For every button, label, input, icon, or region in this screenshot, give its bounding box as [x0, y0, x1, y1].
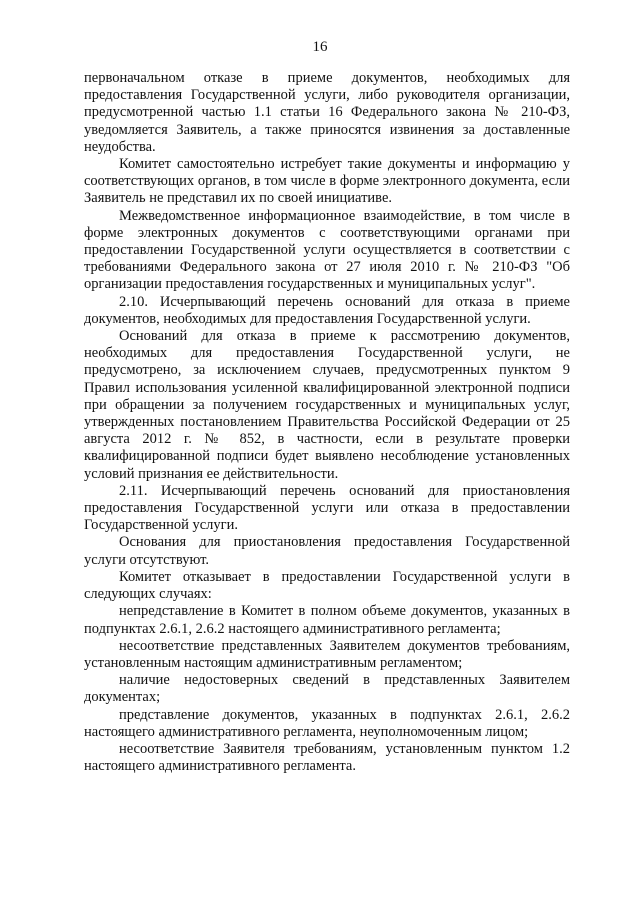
paragraph: Межведомственное информационное взаимодействие, в том числе в форме электронных документов с соответствующими органами при предоставлении Государственной услуги осуществляется в соответствии с требованиями Федерального закона от 27 июля 2010 г. № 210-ФЗ "Об организации предоставления государственных и муниципальных услуг". — [84, 207, 570, 293]
paragraph: Комитет самостоятельно истребует такие документы и информацию у соответствующих органов, в том числе в форме электронного документа, если Заявитель не представил их по своей инициативе. — [84, 156, 570, 207]
section-heading-2-10: 2.10. Исчерпывающий перечень оснований для отказа в приеме документов, необходимых для предоставления Государственной услуги. — [84, 293, 570, 327]
list-item: наличие недостоверных сведений в представленных Заявителем документах; — [84, 672, 570, 706]
paragraph: Оснований для отказа в приеме к рассмотрению документов, необходимых для предоставления Государственной услуги, не предусмотрено, за исключением случаев, предусмотренных пунктом 9 Правил использования усиленной квалифицированной электронной подписи при обращении за получением государственных и муниципальных услуг, утвержденных постановлением Правительства Российской Федерации от 25 августа 2012 г. № 852, в частности, если в результате проверки квалифицированной подписи будет выявлено несоблюдение установленных условий признания ее действительности. — [84, 328, 570, 482]
paragraph: Основания для приостановления предоставления Государственной услуги отсутствуют. — [84, 534, 570, 568]
list-item: несоответствие Заявителя требованиям, установленным пунктом 1.2 настоящего административного регламента. — [84, 740, 570, 775]
paragraph: первоначальном отказе в приеме документов, необходимых для предоставления Государственной услуги, либо руководителя организации, предусмотренной частью 1.1 статьи 16 Федерального закона № 210-ФЗ, уведомляется Заявитель, а также приносятся извинения за доставленные неудобства. — [84, 70, 570, 155]
document-body — [84, 70, 570, 775]
list-item: непредставление в Комитет в полном объеме документов, указанных в подпунктах 2.6.1, 2.6.2 настоящего административного регламента; — [84, 603, 570, 637]
paragraph: Комитет отказывает в предоставлении Государственной услуги в следующих случаях: — [84, 568, 570, 603]
list-item: несоответствие представленных Заявителем документов требованиям, установленным настоящим административным регламентом; — [84, 637, 570, 671]
list-item: представление документов, указанных в подпунктах 2.6.1, 2.6.2 настоящего административного регламента, неуполномоченным лицом; — [84, 706, 570, 740]
page-number: 16 — [312, 39, 328, 55]
section-heading-2-11: 2.11. Исчерпывающий перечень оснований для приостановления предоставления Государственной услуги или отказа в предоставлении Государственной услуги. — [84, 482, 570, 534]
